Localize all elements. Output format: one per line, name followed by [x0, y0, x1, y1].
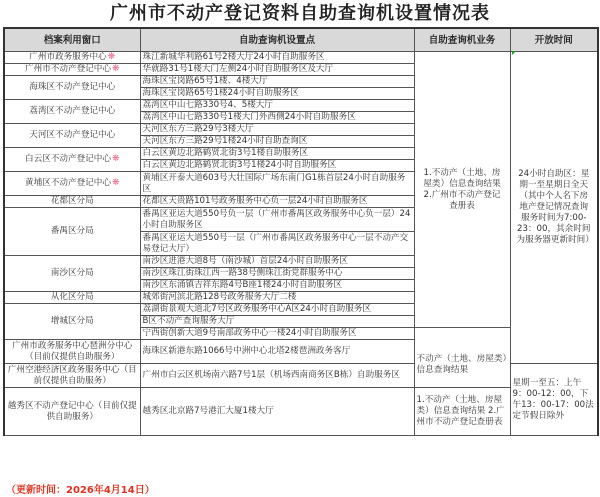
business-cell-airport: 不动产（土地、房屋类）信息查询结果: [414, 328, 510, 388]
location-cell: 海珠区宝岗路65号1楼、4楼大厅: [140, 76, 414, 88]
location-cell: B区不动产查询服务大厅: [140, 316, 414, 328]
header-business: 自助查询机业务: [414, 28, 510, 52]
location-cell: 越秀区北京路7号港汇大厦1楼大厅: [140, 388, 414, 436]
window-cell: 花都区分局: [4, 196, 140, 208]
update-time: （更新时间：2026年4月14日）: [6, 485, 155, 496]
star-icon: ❋: [111, 178, 120, 188]
window-cell: 黄埔区不动产登记中心❋: [4, 172, 140, 196]
table-header-row: [4, 28, 598, 52]
hours-cell: 24小时自助区：星期一至星期日全天（其中个人名下房地产登记情况查询服务时间为7:00-23：00，其余时间为服务器更新时间）: [510, 52, 598, 364]
location-cell: 荔湖街景观大道北7号区政务服务中心A区24小时自助服务区: [140, 304, 414, 316]
window-cell: 越秀区不动产登记中心（目前仅提供自助服务）: [4, 388, 140, 436]
window-cell: 番禺区分局: [4, 208, 140, 256]
location-cell: 海珠区新港东路1066号中洲中心北塔2楼琶洲政务客厅: [140, 340, 414, 364]
page-title: 广州市不动产登记资料自助查询机设置情况表: [110, 3, 490, 24]
table-row: [4, 388, 598, 436]
location-cell: 珠江新城华利路61号2楼大厅24小时自助服务区: [140, 52, 414, 64]
location-cell: 黄埔区开泰大道603号大壮国际广场东南门G1栋首层24小时自助服务区: [140, 172, 414, 196]
location-cell: 荔湾区中山七路330号1楼大门外西侧24小时自助服务区: [140, 112, 414, 124]
location-cell: 白云区黄边北路鹤贤北街3号1楼自助服务区: [140, 148, 414, 160]
location-cell: 天河区东方三路29号3楼大厅: [140, 124, 414, 136]
location-cell: 南沙区东涌镇吉祥东路4号B座1楼24小时自助服务区: [140, 280, 414, 292]
location-cell: 海珠区宝岗路65号1楼24小时自助服务区: [140, 88, 414, 100]
window-cell: 广州空港经济区政务服务中心（目前仅提供自助服务）: [4, 364, 140, 388]
location-cell: 花都区天贵路101号政务服务中心负一层24小时自助服务区: [140, 196, 414, 208]
location-cell: 南沙区进港大道8号（南沙城）首层24小时自助服务区: [140, 256, 414, 268]
header-hours: 开放时间: [510, 28, 598, 52]
window-cell: 海珠区不动产登记中心: [4, 76, 140, 100]
star-icon: ❋: [107, 52, 116, 62]
location-cell: 广州市白云区机场南六路7号1层（机场西南商务区B栋）自助服务区: [140, 364, 414, 388]
location-cell: 南沙区珠江街珠江西一路38号侧珠江街党群服务中心: [140, 268, 414, 280]
window-cell: 南沙区分局: [4, 256, 140, 292]
location-cell: 城郊街河滨北路128号政务服务大厅二楼: [140, 292, 414, 304]
window-cell: 从化区分局: [4, 292, 140, 304]
cell-comment-marker-icon: [512, 51, 516, 55]
window-cell: 白云区不动产登记中心❋: [4, 148, 140, 172]
location-cell: 荔湾区中山七路330号4、5楼大厅: [140, 100, 414, 112]
window-cell: 增城区分局: [4, 304, 140, 340]
window-cell: 广州市政务服务中心琶洲分中心（目前仅提供自助服务）: [4, 340, 140, 364]
window-cell: 天河区不动产登记中心: [4, 124, 140, 148]
location-cell: 天河区东方三路29号1楼24小时自助查询区: [140, 136, 414, 148]
hours-cell-weekday: 星期一至五：上午9：00-12：00，下午13：00-17：00法定节假日除外: [510, 364, 598, 436]
location-cell: 番禺区亚运大道550号负一层（广州市番禺区政务服务中心负一层）24小时自助服务区: [140, 208, 414, 232]
header-location: 自助查询机设置点: [140, 28, 414, 52]
header-window: 档案利用窗口: [4, 28, 140, 52]
location-cell: 番禺区亚运大道550号一层（广州市番禺区政务服务中心一层不动产交易登记大厅）: [140, 232, 414, 256]
business-cell: 1.不动产（土地、房屋类）信息查询结果 2.广州市不动产登记查册表: [414, 52, 510, 328]
business-cell-yuexiu: 1.不动产（土地、房屋类）信息查询结果 2.广州市不动产登记查册表: [414, 388, 510, 436]
star-icon: ❋: [111, 64, 120, 74]
table-row: [4, 52, 598, 64]
location-cell: 华就路31号1楼大门左侧24小时自助服务区及大厅: [140, 64, 414, 76]
location-cell: 白云区黄边北路鹤贤北街3号1楼24小时自助服务区: [140, 160, 414, 172]
kiosk-table: [3, 27, 599, 436]
window-cell: 广州市不动产登记中心❋: [4, 64, 140, 76]
star-icon: ❋: [111, 154, 120, 164]
window-cell: 广州市政务服务中心❋: [4, 52, 140, 64]
window-cell: 荔湾区不动产登记中心: [4, 100, 140, 124]
location-cell: 宁西街创新大道9号南部政务中心一楼24小时自助服务区: [140, 328, 414, 340]
